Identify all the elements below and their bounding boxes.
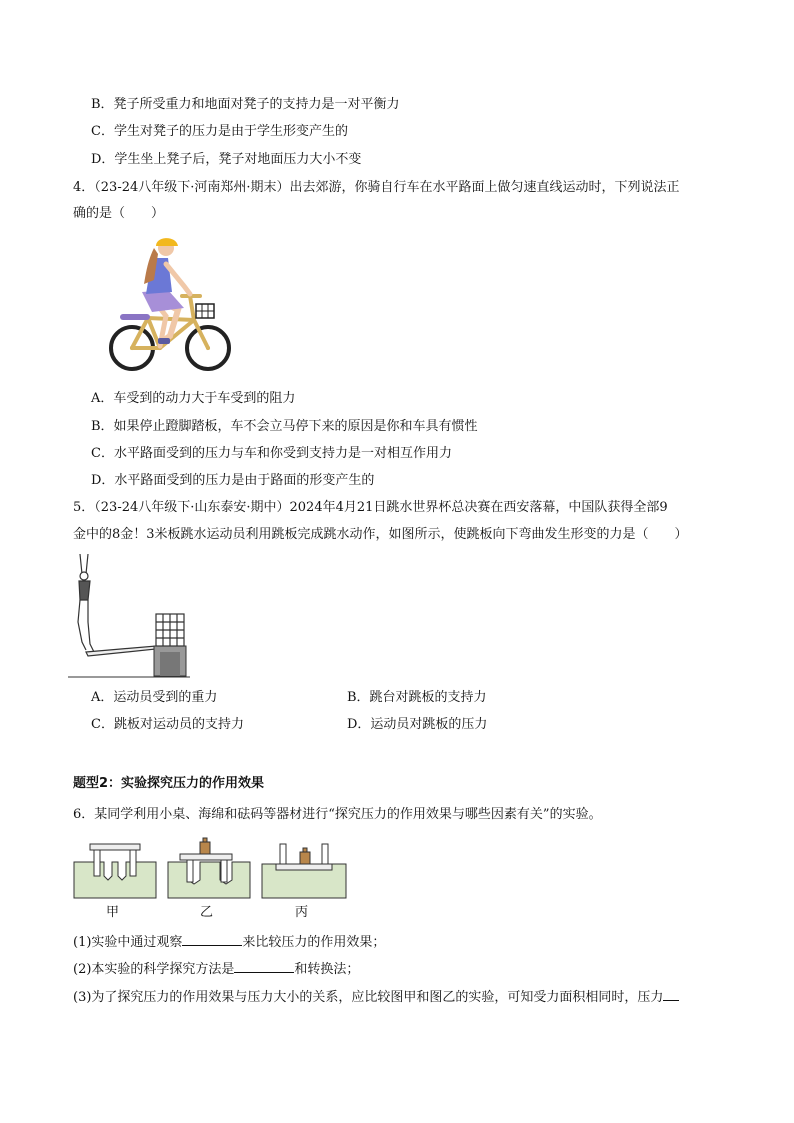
q6-sub1-blank[interactable] bbox=[182, 931, 242, 946]
q4-stem-line2: 确的是（ ） bbox=[73, 206, 165, 221]
q4-option-a: A．车受到的动力大于车受到的阻力 bbox=[91, 391, 296, 406]
q6-sub2-prefix: (2)本实验的科学探究方法是 bbox=[73, 962, 235, 977]
q3-option-b: B．凳子所受重力和地面对凳子的支持力是一对平衡力 bbox=[91, 97, 400, 112]
q6-sub2-suffix: 和转换法； bbox=[294, 962, 360, 977]
q4-option-c: C．水平路面受到的压力与车和你受到支持力是一对相互作用力 bbox=[91, 446, 452, 461]
q5-stem-line1: 5．（23-24八年级下·山东泰安·期中）2024年4月21日跳水世界杯总决赛在西安落幕，中国队获得全部9 bbox=[73, 500, 668, 515]
figure-label-bing: 丙 bbox=[295, 905, 309, 920]
setup-bing bbox=[262, 844, 346, 898]
q5-option-c: C．跳板对运动员的支持力 bbox=[91, 717, 244, 732]
q5-stem-line2: 金中的8金！3米板跳水运动员利用跳板完成跳水动作，如图所示，使跳板向下弯曲发生形变的力是（ ） bbox=[73, 527, 688, 542]
figure-label-yi: 乙 bbox=[200, 905, 214, 920]
diving-board bbox=[86, 646, 156, 656]
q5-option-b: B．跳台对跳板的支持力 bbox=[347, 690, 487, 705]
q3-option-c: C．学生对凳子的压力是由于学生形变产生的 bbox=[91, 124, 348, 139]
setup-yi bbox=[168, 838, 250, 898]
q5-option-a: A．运动员受到的重力 bbox=[91, 690, 218, 705]
helmet bbox=[156, 238, 178, 246]
q6-sub2 bbox=[73, 958, 359, 979]
diving-board-figure bbox=[68, 552, 190, 678]
q6-sub2-blank[interactable] bbox=[234, 958, 294, 973]
q6-sub3 bbox=[73, 986, 679, 1007]
q4-stem-line1: 4．（23-24八年级下·河南郑州·期末）出去郊游，你骑自行车在水平路面上做匀速直线运动时，下列说法正 bbox=[73, 180, 680, 195]
section-title: 题型2：实验探究压力的作用效果 bbox=[73, 776, 265, 791]
bicycle-rider-figure bbox=[108, 236, 234, 374]
q5-option-d: D．运动员对跳板的压力 bbox=[347, 717, 488, 732]
q3-option-d: D．学生坐上凳子后，凳子对地面压力大小不变 bbox=[91, 152, 362, 167]
q6-sub3-blank[interactable] bbox=[663, 986, 679, 1001]
setup-jia bbox=[74, 844, 156, 898]
q6-stem: 6．某同学利用小桌、海绵和砝码等器材进行“探究压力的作用效果与哪些因素有关”的实验。 bbox=[73, 807, 602, 822]
q6-sub1-prefix: (1)实验中通过观察 bbox=[73, 935, 183, 950]
q6-sub1-suffix: 来比较压力的作用效果； bbox=[242, 935, 386, 950]
q6-sub3-text: (3)为了探究压力的作用效果与压力大小的关系，应比较图甲和图乙的实验，可知受力面积相同时，压力 bbox=[73, 990, 664, 1005]
q6-sub1 bbox=[73, 931, 385, 952]
q4-option-d: D．水平路面受到的压力是由于路面的形变产生的 bbox=[91, 473, 375, 488]
platform-railing bbox=[156, 614, 184, 646]
q4-option-b: B．如果停止蹬脚踏板，车不会立马停下来的原因是你和车具有惯性 bbox=[91, 419, 478, 434]
sponge-experiment-figure bbox=[72, 836, 352, 902]
figure-label-jia: 甲 bbox=[106, 905, 120, 920]
